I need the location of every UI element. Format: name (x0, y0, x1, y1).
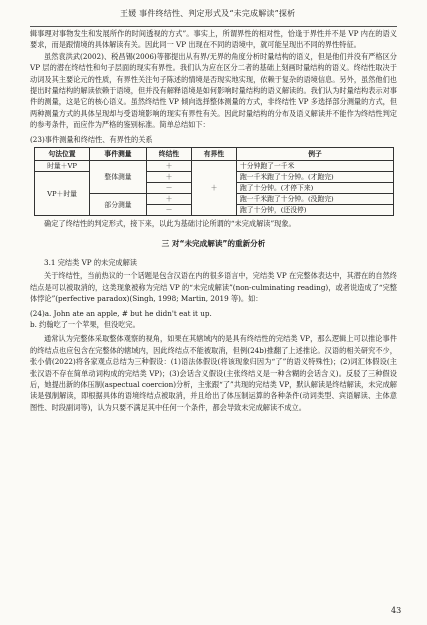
paragraph: 辑事理对事物发生和发展所作的时间透视的方式”。事实上，所谓界性的相对性，恰逢于界性并不是 VP 内在的语义要求，而是跟情境的具体解读有关。因此同一 VP 出现在不同的语境中，就可能呈现出不同的界性特征。 (30, 29, 397, 50)
cell-telicity: － (147, 205, 192, 216)
cell-example: 跑一千米跑了十分钟。(才跑完) (237, 172, 394, 183)
cell-example: 跑了十分钟，(还没停) (237, 205, 394, 216)
cell-position: VP＋时量 (35, 172, 90, 216)
cell-position: 时量＋VP (35, 161, 90, 172)
cell-measure: 部分测量 (90, 194, 147, 216)
cell-measure: 整体测量 (90, 161, 147, 194)
page-header (0, 6, 427, 22)
paragraph: 通常认为完整体采取整体观察的视角，如果在其辖域内的是具有终结性的完结类 VP，那么逻辑上可以推论事件的终结点也应包含在完整体的辖域内，因此终结点不能被取消，但例(24b)推翻了上述推论。汉语的相关研究不少，张小倩(2022)将各家观点总结为三种假设：(1)语法体假设(将该现象归因为“了”的语义特殊性)；(2)词汇体假设(主张汉语不存在简单动词构成的完结类 VP)；(3)会话含义假设(主张终结义是一种含糊的会话含义)。反驳了三种假设后，她提出新的体压制(aspectual coercion)分析，主张跟“了”共现的完结类 VP，默认解读是终结解读，未完成解读是强制解读，即根据具体的语境终结点被取消，并且给出了体压制运算的各种条件(动词类型、宾语解读、主体意图性、时段副词等)，认为只要不满足其中任何一个条件，都会导致未完成解读不成立。 (30, 334, 397, 412)
paragraph: 虽然袁洪武(2002)、税昌锡(2006)等都提出从有界/无界的角度分析时量结构的语义，但是他们并没有严格区分 VP 层的潜在终结性和句子层面的现实有界性。我们认为应在区分二者的基础上刻画时量结构的语义。终结性取决于动词及其主要论元的性质，有界性关注句子陈述的情境是否现实地实现，依赖于复杂的语境信息。另外，虽然他们也提出时量结构的解读依赖于语境，但并没有解释语境是如何影响时量结构的语义解读的。我们认为时量结构表示对事件的测量，这是它的核心语义。虽然终结性 VP 倾向选择整体测量的方式，非终结性 VP 多选择部分测量的方式，但两种测量方式的具体呈现却与受语境影响的现实有界性有关。因此时量结构的分布及语义解读并不能作为终结性判定的参考条件，而应作为严格的鉴别标准。简单总结如下： (30, 51, 398, 130)
page-body (30, 28, 397, 413)
column-header: 终结性 (147, 148, 192, 161)
cell-example: 跑了十分钟。(才停下来) (237, 183, 394, 194)
running-head: 王媛 事件终结性、判定形式及“未完成解读”探析 (120, 9, 296, 18)
column-header: 句法位置 (35, 148, 90, 161)
table-caption: (23)事件测量和终结性、有界性的关系 (30, 134, 153, 144)
cell-telicity: ＋ (147, 161, 192, 172)
measurement-table (34, 147, 394, 216)
header-rule (30, 26, 397, 27)
subsection-title: 3.1 完结类 VP 的未完成解读 (44, 257, 137, 267)
cell-boundedness: ＋ (192, 161, 237, 216)
column-header: 例子 (237, 148, 394, 161)
cell-telicity: － (147, 183, 192, 194)
cell-example: 跑一千米跑了十分钟。(没跑完) (237, 194, 394, 205)
column-header: 事件测量 (90, 148, 147, 161)
paragraph: 确定了终结性的判定形式，接下来，以此为基础讨论所谓的“未完成解读”现象。 (44, 219, 296, 229)
cell-example: 十分钟跑了一千米 (237, 161, 394, 172)
page-number: 43 (391, 606, 402, 615)
table-row (35, 161, 394, 172)
paragraph: 关于终结性，当前热议的一个话题是包含汉语在内的很多语言中，完结类 VP 在完整体表达中，其潜在的自然终结点是可以被取消的，这类现象被称为完结 VP 的“未完成解读”(non-culminating reading)，或者说造成了“完整体悖论”(perfective paradox)(Singh, 1998; Martin, 2019 等)。如： (30, 271, 397, 304)
cell-telicity: ＋ (147, 172, 192, 183)
example-sentence: b. 约翰吃了一个苹果，但没吃完。 (30, 319, 140, 329)
table-header-row (35, 148, 394, 161)
example-sentence: (24)a. John ate an apple, # but he didn't eat it up. (30, 308, 212, 318)
column-header: 有界性 (192, 148, 237, 161)
section-title: 三 对“未完成解读”的重新分析 (161, 239, 266, 249)
cell-telicity: ＋ (147, 194, 192, 205)
